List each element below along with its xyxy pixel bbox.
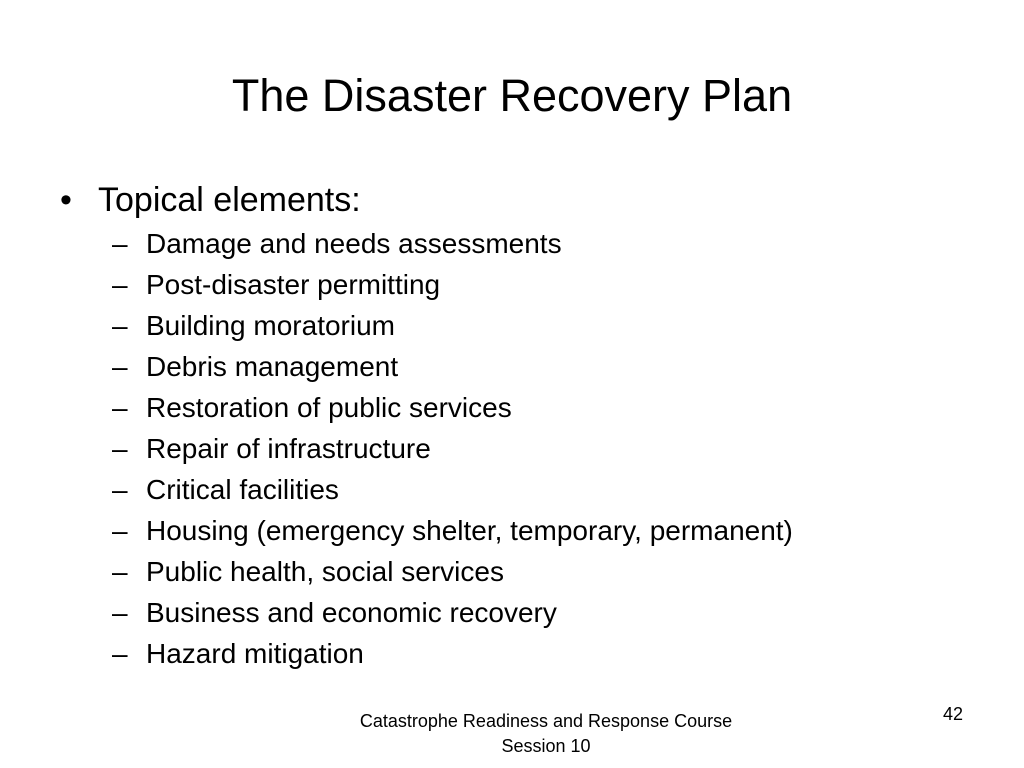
sub-bullet-text: Business and economic recovery [146,597,557,628]
sub-bullet-item [112,387,793,428]
bullet-text: Topical elements: [98,181,361,219]
sub-bullet-item [112,428,793,469]
sub-bullet-item [112,510,793,551]
sub-bullet-text: Public health, social services [146,556,504,587]
dash-marker: – [112,515,128,546]
dash-marker: – [112,351,128,382]
dash-marker: – [112,474,128,505]
bullet-marker: • [60,181,72,219]
dash-marker: – [112,269,128,300]
bullet-topical-elements [60,176,361,224]
sub-bullet-text: Post-disaster permitting [146,269,441,300]
sub-bullet-text: Building moratorium [146,310,395,341]
sub-bullet-item [112,223,793,264]
sub-bullet-item [112,469,793,510]
slide-footer [296,709,796,759]
footer-course-name: Catastrophe Readiness and Response Course [359,711,733,731]
sub-bullet-text: Repair of infrastructure [146,433,431,464]
sub-bullet-text: Damage and needs assessments [146,228,562,259]
footer-session: Session 10 [501,736,591,756]
sub-bullet-list [112,223,793,674]
sub-bullet-item [112,305,793,346]
dash-marker: – [112,556,128,587]
sub-bullet-item [112,551,793,592]
sub-bullet-text: Critical facilities [146,474,339,505]
dash-marker: – [112,597,128,628]
dash-marker: – [112,228,128,259]
page-number: 42 [942,704,964,724]
slide-title: The Disaster Recovery Plan [231,70,793,121]
sub-bullet-item [112,633,793,674]
sub-bullet-item [112,264,793,305]
dash-marker: – [112,638,128,669]
sub-bullet-item [112,346,793,387]
dash-marker: – [112,392,128,423]
sub-bullet-text: Restoration of public services [146,392,512,423]
dash-marker: – [112,310,128,341]
sub-bullet-text: Hazard mitigation [146,638,364,669]
sub-bullet-text: Housing (emergency shelter, temporary, permanent) [146,515,793,546]
dash-marker: – [112,433,128,464]
sub-bullet-text: Debris management [146,351,399,382]
sub-bullet-item [112,592,793,633]
